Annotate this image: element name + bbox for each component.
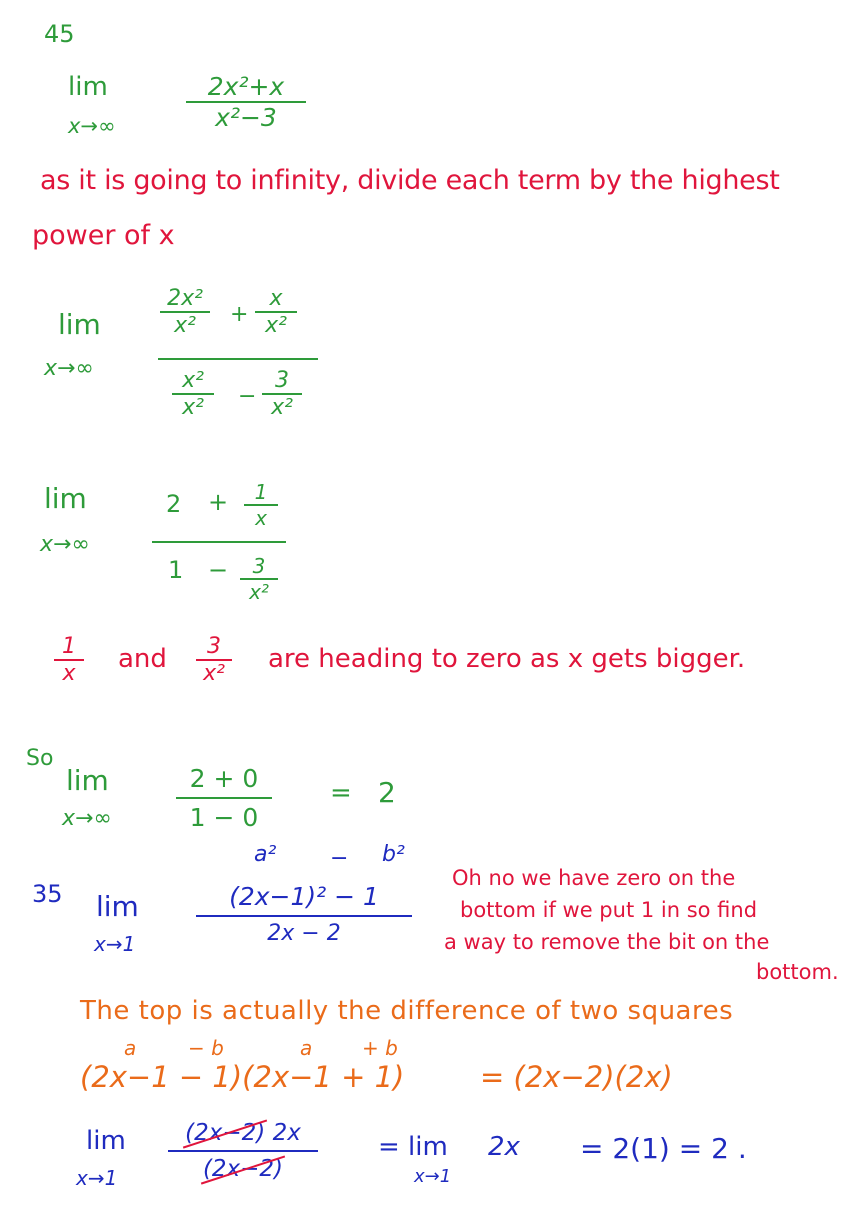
denominator: 2x − 2 xyxy=(267,921,341,946)
numerator: 3 xyxy=(207,634,221,659)
label-b2: + b xyxy=(362,1036,398,1060)
cancelled-factor: (2x−2) xyxy=(185,1120,266,1146)
plus-sign: + xyxy=(208,488,229,516)
term-2x2-over-x2 xyxy=(160,286,210,338)
lim-label: lim xyxy=(66,764,109,797)
denominator: x² xyxy=(249,580,269,604)
b-squared-label: b² xyxy=(382,842,405,867)
lim-subscript: x→∞ xyxy=(62,806,112,831)
numerator: 3 xyxy=(252,554,266,578)
label-b1: − b xyxy=(188,1036,224,1060)
lim-subscript: x→∞ xyxy=(40,532,90,557)
note-heading-to-zero: are heading to zero as x gets bigger. xyxy=(268,644,746,674)
fraction-bar xyxy=(176,797,272,799)
cancelled-factor: (2x−2) xyxy=(202,1156,284,1182)
minus-sign: − xyxy=(238,384,257,409)
fraction-bar xyxy=(168,1150,318,1152)
lim-label: lim xyxy=(44,482,87,515)
remaining-factor: 2x xyxy=(272,1120,301,1146)
denominator: x² xyxy=(182,395,204,420)
denominator: x² xyxy=(203,661,225,686)
main-fraction-bar xyxy=(152,541,286,543)
denominator-1: 1 xyxy=(168,556,184,584)
fraction-bar xyxy=(196,915,412,917)
denominator: x² xyxy=(265,313,287,338)
note-divide-by-highest-power-line1: as it is going to infinity, divide each term by the highest xyxy=(40,165,780,196)
term-3-over-x2 xyxy=(240,554,278,604)
term-x-over-x2 xyxy=(255,286,297,338)
numerator: 2x² xyxy=(167,286,203,311)
term-x2-over-x2 xyxy=(172,368,214,420)
denominator: 1 − 0 xyxy=(189,803,259,832)
a-squared-label: a² xyxy=(254,842,277,867)
minus-label: − xyxy=(330,846,349,871)
term-3-over-x2 xyxy=(262,368,302,420)
note-zero-bottom-line3: a way to remove the bit on the xyxy=(444,930,770,954)
equals-sign: = xyxy=(330,778,352,808)
fraction-1-over-x xyxy=(54,634,84,686)
note-zero-bottom-line1: Oh no we have zero on the xyxy=(452,866,736,890)
lim-subscript: x→1 xyxy=(76,1166,118,1190)
lim-subscript: x→∞ xyxy=(44,356,94,381)
fraction-3-over-x2 xyxy=(196,634,232,686)
simplified-expression: 2x xyxy=(488,1132,520,1162)
note-zero-bottom-line4: bottom. xyxy=(756,960,839,984)
result-value: 2 xyxy=(378,776,396,809)
lim-subscript: x→∞ xyxy=(68,114,116,138)
label-a2: a xyxy=(300,1036,313,1060)
denominator: x²−3 xyxy=(215,103,277,132)
lim-label: lim xyxy=(96,890,139,923)
factorised-result: = (2x−2)(2x) xyxy=(480,1060,673,1094)
numerator: x² xyxy=(182,368,204,393)
note-divide-by-highest-power-line2: power of x xyxy=(32,220,175,251)
numerator: (2x−1)² − 1 xyxy=(229,882,379,911)
fraction-result-45 xyxy=(176,764,272,832)
fraction-35 xyxy=(196,882,412,946)
fraction-45 xyxy=(186,72,306,132)
so-label: So xyxy=(26,746,54,771)
factorised-expression: (2x−1 − 1)(2x−1 + 1) xyxy=(80,1060,405,1094)
term-1-over-x xyxy=(244,480,278,530)
lim-label: lim xyxy=(86,1126,126,1156)
main-fraction-bar xyxy=(158,358,318,360)
lim-label: lim xyxy=(68,72,108,102)
final-answer: = 2(1) = 2 . xyxy=(580,1132,747,1165)
denominator: x² xyxy=(271,395,293,420)
numerator: x xyxy=(269,286,283,311)
denominator: x xyxy=(62,661,76,686)
lim-label: lim xyxy=(58,308,101,341)
numerator xyxy=(185,1120,301,1146)
note-difference-of-squares: The top is actually the difference of two squares xyxy=(80,996,734,1026)
and-text: and xyxy=(118,644,167,674)
equals-lim: = lim xyxy=(378,1132,448,1162)
numerator: 2x²+x xyxy=(207,72,285,101)
numerator: 1 xyxy=(62,634,76,659)
denominator: x² xyxy=(174,313,196,338)
denominator xyxy=(203,1156,283,1182)
numerator: 2 + 0 xyxy=(189,764,259,793)
question-number-35: 35 xyxy=(32,880,63,908)
lim-subscript: x→1 xyxy=(414,1166,452,1187)
question-number-45: 45 xyxy=(44,20,75,48)
numerator-2: 2 xyxy=(166,490,182,518)
numerator: 1 xyxy=(254,480,268,504)
label-a1: a xyxy=(124,1036,137,1060)
fraction-final xyxy=(168,1120,318,1182)
lim-subscript: x→1 xyxy=(94,932,136,956)
denominator: x xyxy=(255,506,267,530)
minus-sign: − xyxy=(208,556,229,584)
plus-sign: + xyxy=(230,302,249,327)
note-zero-bottom-line2: bottom if we put 1 in so find xyxy=(460,898,758,922)
numerator: 3 xyxy=(275,368,289,393)
